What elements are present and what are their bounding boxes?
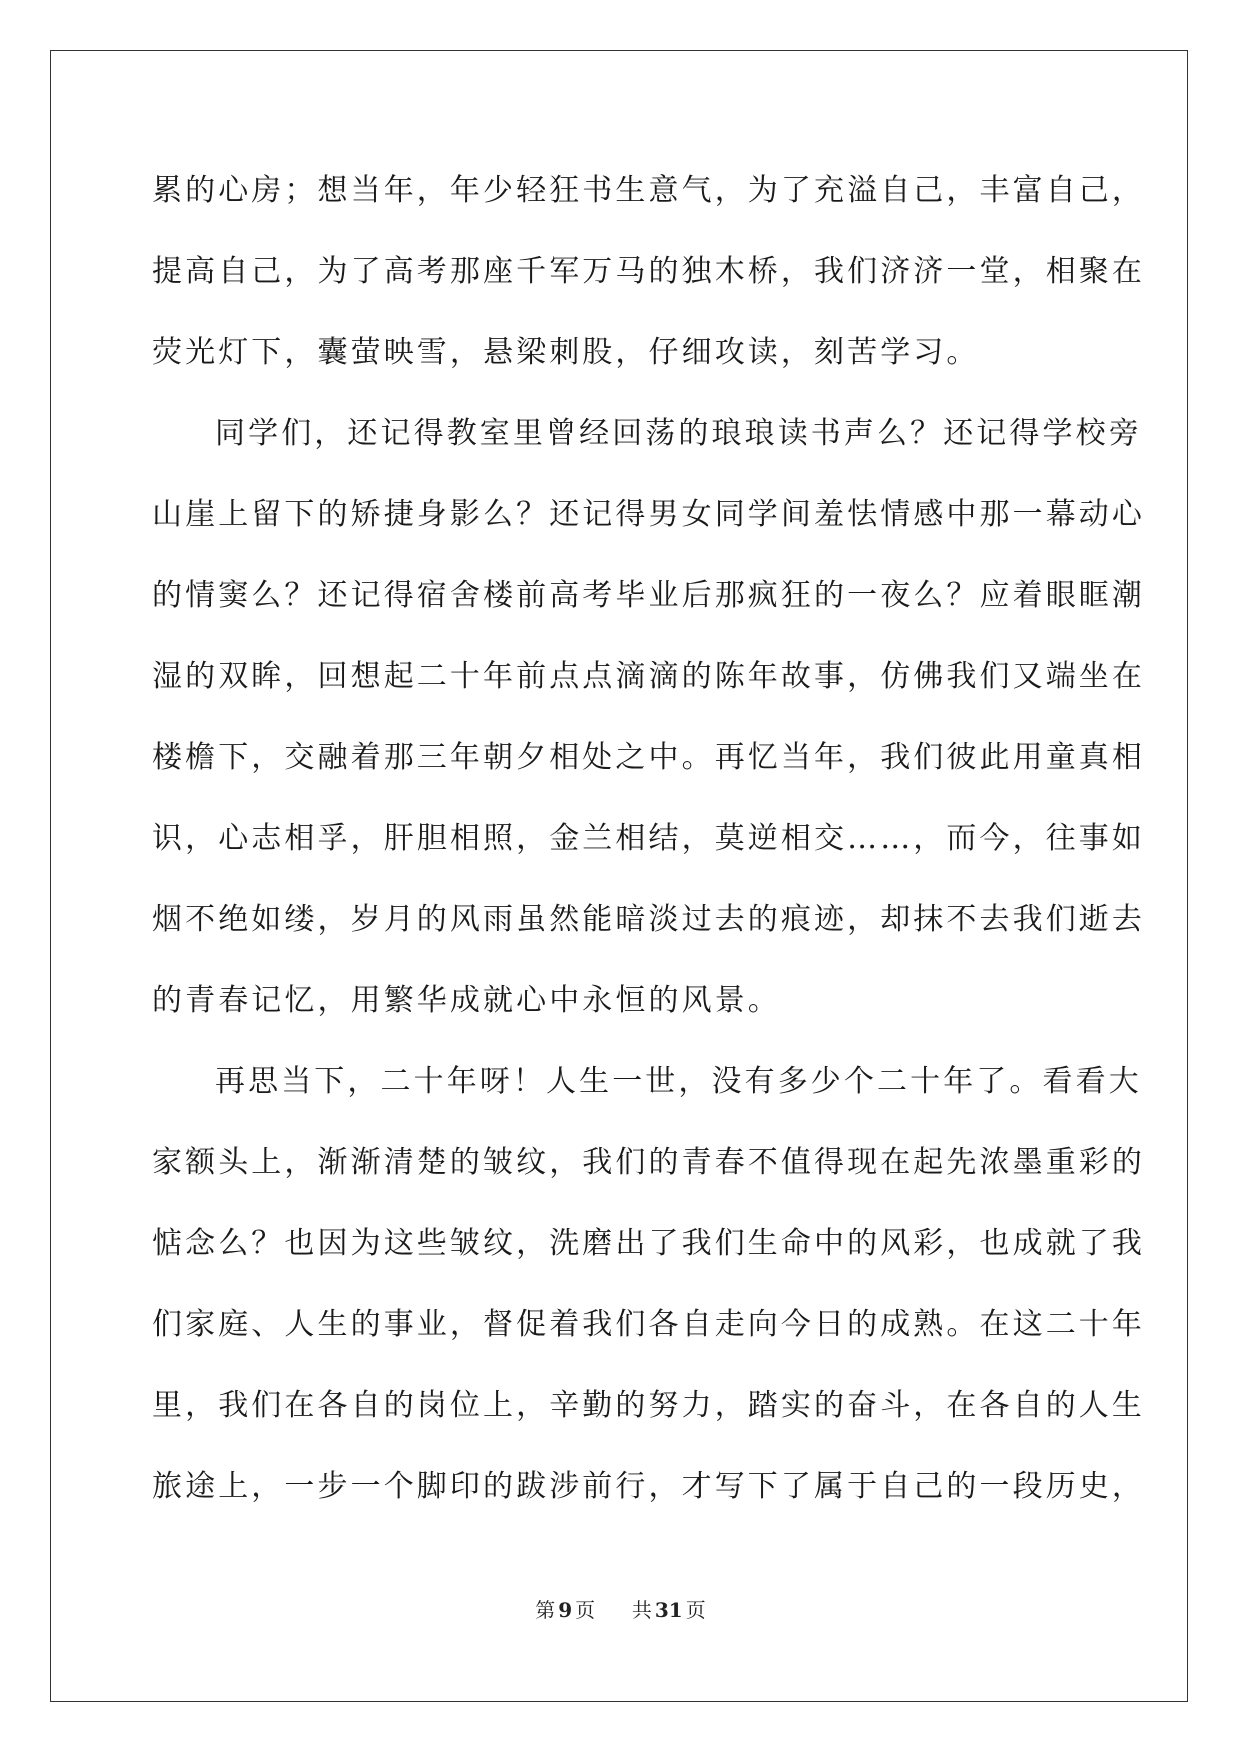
total-pages: 31 [654,1598,683,1622]
page-prefix: 第 [535,1598,556,1622]
text-line: 湿的双眸，回想起二十年前点点滴滴的陈年故事，仿佛我们又端坐在 [152,659,1145,694]
total-prefix: 共 [631,1598,652,1622]
text-line: 里，我们在各自的岗位上，辛勤的努力，踏实的奋斗，在各自的人生 [152,1388,1145,1423]
page-number: 9 [558,1598,573,1622]
text-line: 提高自己，为了高考那座千军万马的独木桥，我们济济一堂，相聚在 [152,254,1145,289]
page-unit: 页 [575,1598,596,1622]
total-unit: 页 [685,1598,706,1622]
text-line: 山崖上留下的矫捷身影么？还记得男女同学间羞怯情感中那一幕动心 [152,497,1145,532]
text-line: 识，心志相孚，肝胆相照，金兰相结，莫逆相交……，而今，往事如 [152,821,1145,856]
text-line: 的情窦么？还记得宿舍楼前高考毕业后那疯狂的一夜么？应着眼眶潮 [152,578,1145,613]
text-line: 旅途上，一步一个脚印的跋涉前行，才写下了属于自己的一段历史， [152,1469,1145,1504]
text-line: 的青春记忆，用繁华成就心中永恒的风景。 [152,983,781,1018]
text-line: 荧光灯下，囊萤映雪，悬梁刺股，仔细攻读，刻苦学习。 [152,335,980,370]
text-line: 楼檐下，交融着那三年朝夕相处之中。再忆当年，我们彼此用童真相 [152,740,1145,775]
text-line: 累的心房；想当年，年少轻狂书生意气，为了充溢自己，丰富自己， [152,173,1145,208]
document-body [152,150,1145,1527]
text-line: 家额头上，渐渐清楚的皱纹，我们的青春不值得现在起先浓墨重彩的 [152,1145,1145,1180]
text-line: 们家庭、人生的事业，督促着我们各自走向今日的成熟。在这二十年 [152,1307,1145,1342]
page-footer [0,1594,1241,1623]
text-line: 惦念么？也因为这些皱纹，洗磨出了我们生命中的风彩，也成就了我 [152,1226,1145,1261]
paragraph-start-line: 再思当下，二十年呀！人生一世，没有多少个二十年了。看看大 [215,1064,1142,1099]
paragraph-start-line: 同学们，还记得教室里曾经回荡的琅琅读书声么？还记得学校旁 [215,416,1142,451]
text-line: 烟不绝如缕，岁月的风雨虽然能暗淡过去的痕迹，却抹不去我们逝去 [152,902,1145,937]
